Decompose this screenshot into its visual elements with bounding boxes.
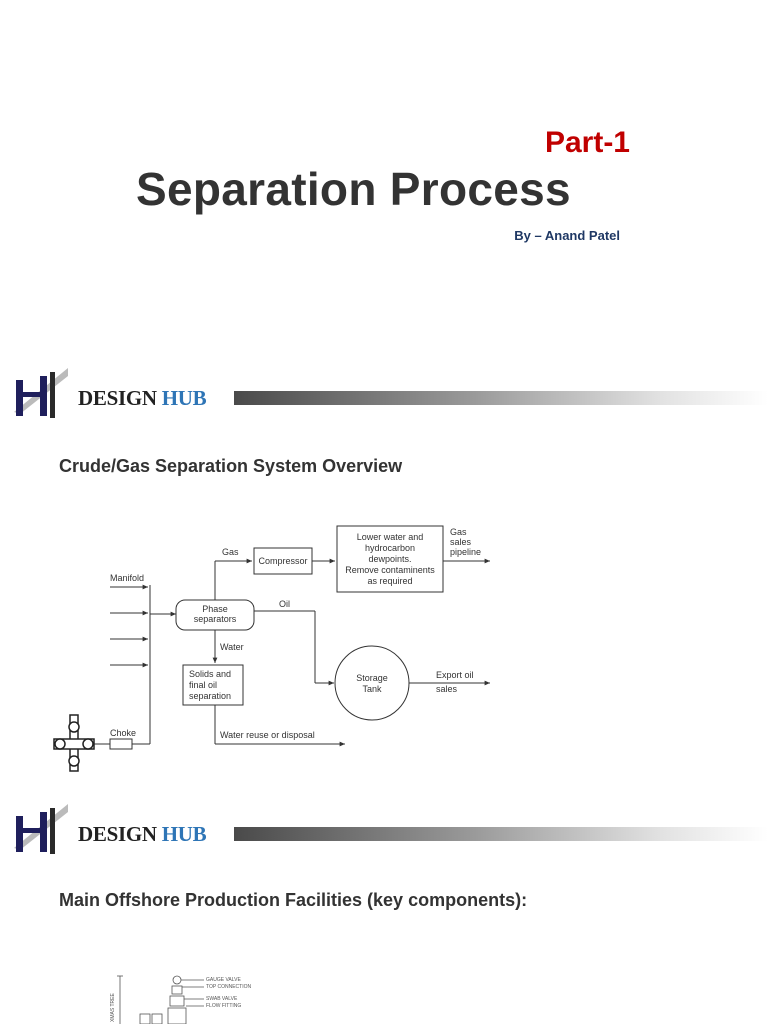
separation-diagram	[40, 515, 530, 780]
brand-name: DESIGN HUB	[78, 822, 207, 846]
brand-name: DESIGN HUB	[78, 386, 207, 410]
diagram-label-solids-3: separation	[189, 691, 232, 701]
part-label: Part-1	[544, 126, 630, 159]
diagram-label-treat-3: dewpoints.	[368, 554, 412, 564]
diagram-label-choke: Choke	[110, 728, 137, 738]
diagram-label-storage-1: Storage	[356, 673, 388, 683]
brand-gradient-bar	[234, 391, 768, 405]
christmas-tree-diagram	[100, 970, 270, 1024]
tree-label-gauge-valve: GAUGE VALVE	[206, 977, 241, 983]
diagram-label-treat-1: Lower water and	[356, 532, 424, 542]
diagram-label-export-1: Export oil	[436, 670, 474, 680]
tree-label-side: XMAS TREE	[110, 993, 116, 1022]
section-heading-overview: Crude/Gas Separation System Overview	[59, 456, 403, 476]
diagram-label-treat-2: hydrocarbon	[364, 543, 416, 553]
diagram-label-oil: Oil	[279, 599, 290, 609]
wellhead-icon	[54, 715, 94, 771]
diagram-label-gas-sales-2: sales	[450, 537, 472, 547]
brand-gradient-bar	[234, 827, 768, 841]
design-hub-logo-icon	[10, 362, 70, 420]
diagram-label-phase-1: Phase	[202, 604, 228, 614]
diagram-label-solids-1: Solids and	[189, 669, 232, 679]
diagram-label-storage-2: Tank	[362, 684, 382, 694]
tree-label-flow-fitting: FLOW FITTING	[206, 1003, 242, 1009]
diagram-label-compressor: Compressor	[258, 556, 308, 566]
page-title: Separation Process	[136, 163, 571, 215]
diagram-label-gas-sales-3: pipeline	[450, 547, 482, 557]
diagram-label-treat-5: as required	[367, 576, 413, 586]
diagram-label-manifold: Manifold	[110, 573, 145, 583]
brand-strip-2	[0, 798, 768, 858]
diagram-label-water-reuse: Water reuse or disposal	[220, 730, 315, 740]
diagram-label-water: Water	[220, 642, 244, 652]
diagram-label-phase-2: separators	[193, 614, 237, 624]
design-hub-logo-icon	[10, 798, 70, 856]
tree-label-top-connection: TOP CONNECTION	[206, 984, 252, 990]
diagram-label-solids-2: final oil	[189, 680, 218, 690]
author-line: By – Anand Patel	[514, 228, 620, 243]
section-heading-facilities: Main Offshore Production Facilities (key components):	[59, 890, 528, 910]
diagram-label-export-2: sales	[436, 684, 458, 694]
tree-label-swab-valve: SWAB VALVE	[206, 996, 238, 1002]
diagram-label-treat-4: Remove contaminents	[345, 565, 435, 575]
diagram-label-gas-sales-1: Gas	[450, 527, 467, 537]
brand-strip-1	[0, 362, 768, 422]
diagram-label-gas: Gas	[222, 547, 239, 557]
